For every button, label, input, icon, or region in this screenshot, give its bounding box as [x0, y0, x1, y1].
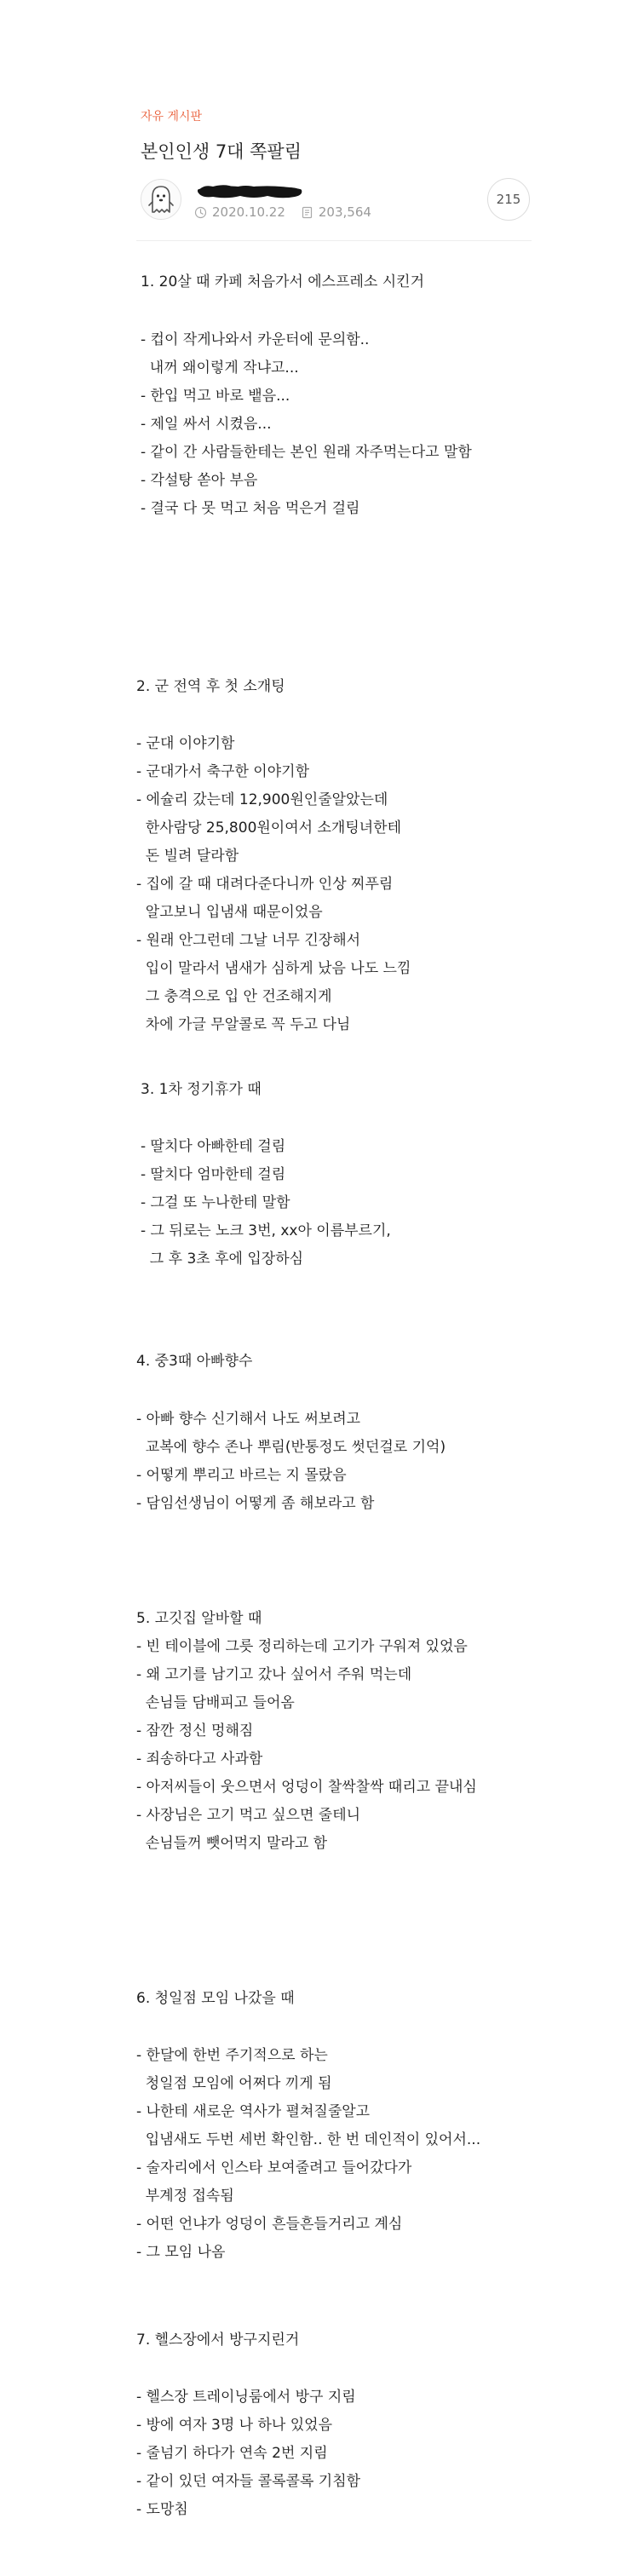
document-icon	[301, 206, 313, 219]
body-line: 그 충격으로 입 안 건조해지게	[136, 988, 332, 1005]
body-line: - 그걸 또 누나한테 말함	[141, 1194, 290, 1211]
body-line: 6. 청일점 모임 나갔을 때	[136, 1990, 295, 2007]
body-line: - 군대가서 축구한 이야기함	[136, 763, 309, 780]
author-avatar[interactable]	[141, 179, 181, 220]
ghost-avatar-icon	[141, 180, 181, 219]
body-line: 7. 헬스장에서 방구지린거	[136, 2332, 300, 2349]
body-line: 손님들꺼 뺏어먹지 말라고 함	[136, 1835, 328, 1852]
post-title: 본인인생 7대 쪽팔림	[141, 141, 302, 162]
body-line: 4. 중3때 아빠향수	[136, 1353, 253, 1370]
post-meta	[194, 204, 371, 220]
body-line: - 한입 먹고 바로 뱉음...	[141, 388, 290, 405]
body-line: - 그 뒤로는 노크 3번, xx아 이름부르기,	[141, 1222, 391, 1239]
body-line: 부계정 접속됨	[136, 2188, 234, 2205]
body-line: - 도망침	[136, 2501, 188, 2518]
post-views: 203,564	[318, 204, 371, 220]
body-line: 2. 군 전역 후 첫 소개팅	[136, 678, 285, 695]
body-line: - 술자리에서 인스타 보여줄려고 들어갔다가	[136, 2159, 412, 2176]
header-divider	[136, 240, 532, 241]
body-line: 그 후 3초 후에 입장하심	[141, 1251, 304, 1268]
body-line: - 에슐리 갔는데 12,900원인줄알았는데	[136, 791, 388, 808]
body-line: - 빈 테이블에 그릇 정리하는데 고기가 구워져 있었음	[136, 1638, 468, 1655]
body-line: - 컵이 작게나와서 카운터에 문의함..	[141, 331, 370, 348]
body-line: - 어떻게 뿌리고 바르는 지 몰랐음	[136, 1467, 347, 1484]
body-line: - 그 모임 나옴	[136, 2244, 226, 2261]
body-line: - 아빠 향수 신기해서 나도 써보려고	[136, 1411, 361, 1428]
body-line: - 원래 안그런데 그날 너무 긴장해서	[136, 932, 361, 949]
body-line: 3. 1차 정기휴가 때	[141, 1081, 262, 1098]
body-line: - 같이 있던 여자들 콜록콜록 기침함	[136, 2473, 361, 2490]
body-line: - 같이 간 사람들한테는 본인 원래 자주먹는다고 말함	[141, 444, 472, 461]
body-line: 1. 20살 때 카페 처음가서 에스프레소 시킨거	[141, 273, 425, 290]
body-line: 입이 말라서 냄새가 심하게 났음 나도 느낌	[136, 960, 411, 977]
body-line: - 결국 다 못 먹고 처음 먹은거 걸림	[141, 500, 360, 517]
body-line: - 왜 고기를 남기고 갔나 싶어서 주워 먹는데	[136, 1666, 412, 1683]
body-line: - 헬스장 트레이닝룸에서 방구 지림	[136, 2389, 356, 2406]
comment-count-button[interactable]: 215	[487, 178, 530, 221]
body-line: 한사람당 25,800원이여서 소개팅녀한테	[136, 819, 402, 837]
body-line: 알고보니 입냄새 때문이었음	[136, 904, 323, 921]
body-line: - 잠깐 정신 멍해짐	[136, 1722, 254, 1739]
body-line: 차에 가글 무알콜로 꼭 두고 다님	[136, 1016, 351, 1033]
body-line: - 담임선생님이 어떻게 좀 해보라고 함	[136, 1495, 375, 1512]
body-line: - 줄넘기 하다가 연속 2번 지림	[136, 2445, 328, 2462]
board-label[interactable]: 자유 게시판	[141, 110, 203, 124]
body-line: 5. 고깃집 알바할 때	[136, 1610, 262, 1627]
clock-icon	[194, 206, 207, 219]
body-line: - 어떤 언냐가 엉덩이 흔들흔들거리고 계심	[136, 2216, 403, 2233]
body-line: 청일점 모임에 어쩌다 끼게 됨	[136, 2075, 332, 2092]
body-line: - 집에 갈 때 대려다준다니까 인상 찌푸림	[136, 876, 394, 893]
body-line: - 나한테 새로운 역사가 펼쳐질줄알고	[136, 2103, 371, 2120]
body-line: - 제일 싸서 시켰음...	[141, 416, 272, 433]
body-line: - 죄송하다고 사과함	[136, 1751, 263, 1768]
body-line: 입냄새도 두번 세번 확인함.. 한 번 데인적이 있어서...	[136, 2131, 481, 2148]
body-line: - 각설탕 쏟아 부음	[141, 472, 258, 489]
body-line: - 사장님은 고기 먹고 싶으면 줄테니	[136, 1807, 361, 1824]
body-line: - 한달에 한번 주기적으로 하는	[136, 2047, 328, 2064]
body-line: 교복에 향수 존나 뿌림(반통정도 썻던걸로 기억)	[136, 1439, 446, 1456]
body-line: - 딸치다 아빠한테 걸림	[141, 1138, 286, 1155]
body-line: 돈 빌려 달라함	[136, 848, 239, 865]
body-line: - 군대 이야기함	[136, 735, 235, 752]
body-line: 손님들 담배피고 들어옴	[136, 1694, 295, 1711]
body-line: - 아저씨들이 웃으면서 엉덩이 찰싹찰싹 때리고 끝내심	[136, 1779, 477, 1796]
body-line: 내꺼 왜이렇게 작냐고...	[141, 359, 299, 377]
author-name-redacted	[194, 181, 307, 201]
body-line: - 딸치다 엄마한테 걸림	[141, 1166, 286, 1183]
body-line: - 방에 여자 3명 나 하나 있었음	[136, 2417, 333, 2434]
post-date: 2020.10.22	[212, 204, 285, 220]
